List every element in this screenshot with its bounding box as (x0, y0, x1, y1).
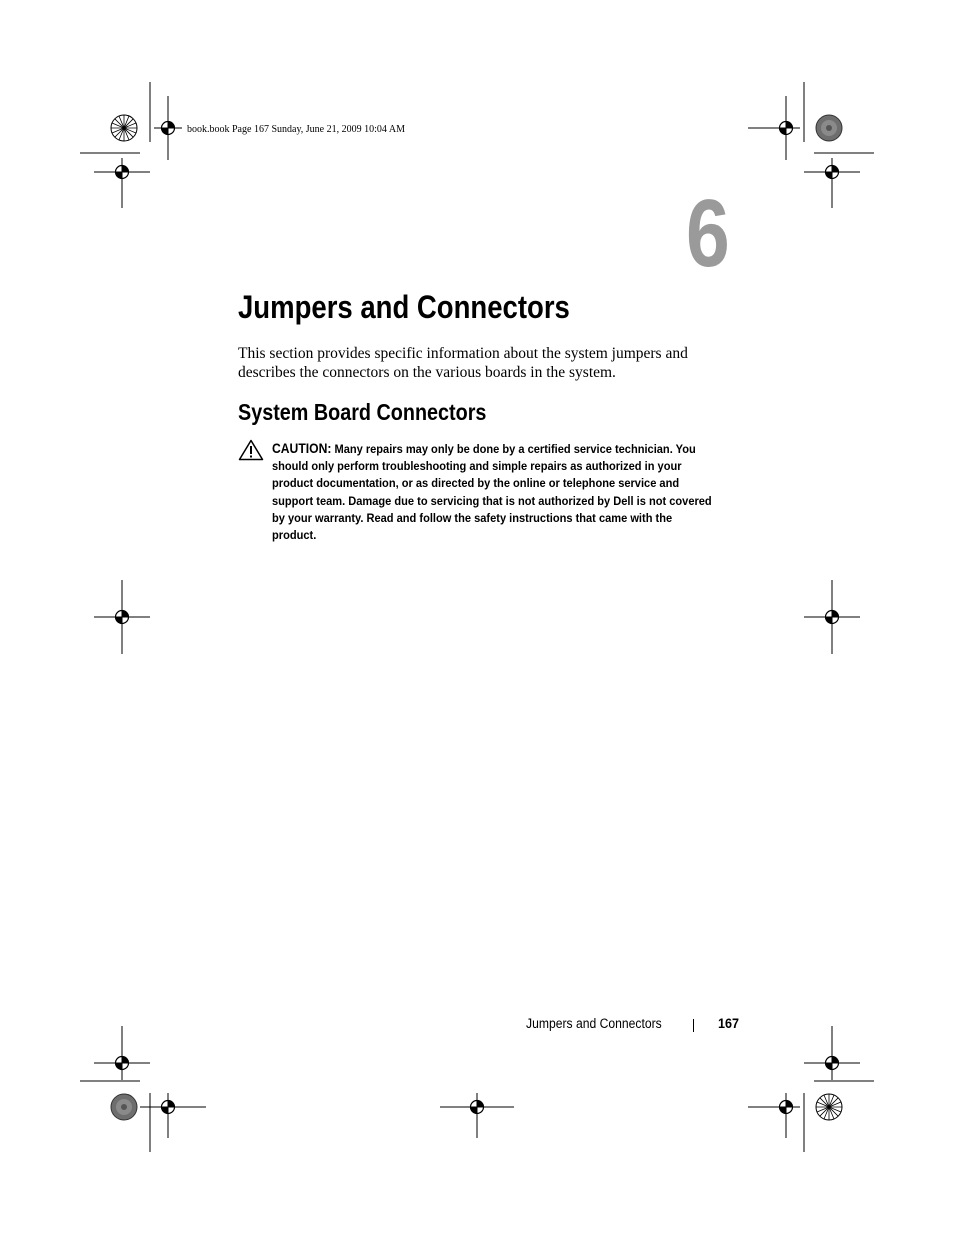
caution-line (272, 440, 740, 458)
chapter-number: 6 (686, 180, 730, 287)
caution-line: by your warranty. Read and follow the safety instructions that came with the (272, 510, 673, 525)
caution-label: CAUTION: (272, 441, 332, 456)
intro-line: describes the connectors on the various boards in the system. (238, 364, 616, 381)
caution-notice (272, 440, 740, 544)
footer-chapter-title: Jumpers and Connectors (526, 1016, 662, 1031)
caution-line: support team. Damage due to servicing that is not authorized by Dell is not covered (272, 493, 712, 508)
footer-separator (693, 1019, 694, 1032)
caution-text: Many repairs may only be done by a certified service technician. You (331, 442, 696, 456)
caution-line: should only perform troubleshooting and simple repairs as authorized in your (272, 459, 682, 474)
footer-page-number: 167 (718, 1015, 740, 1031)
intro-paragraph (238, 344, 728, 382)
page-title: Jumpers and Connectors (238, 289, 570, 325)
section-heading: System Board Connectors (238, 399, 487, 425)
print-slug: book.book Page 167 Sunday, June 21, 2009 10:04 AM (187, 124, 405, 135)
intro-line: This section provides specific information about the system jumpers and (238, 345, 688, 362)
warning-triangle-icon (238, 439, 264, 461)
caution-line: product documentation, or as directed by the online or telephone service and (272, 476, 680, 491)
caution-line: product. (272, 528, 317, 543)
